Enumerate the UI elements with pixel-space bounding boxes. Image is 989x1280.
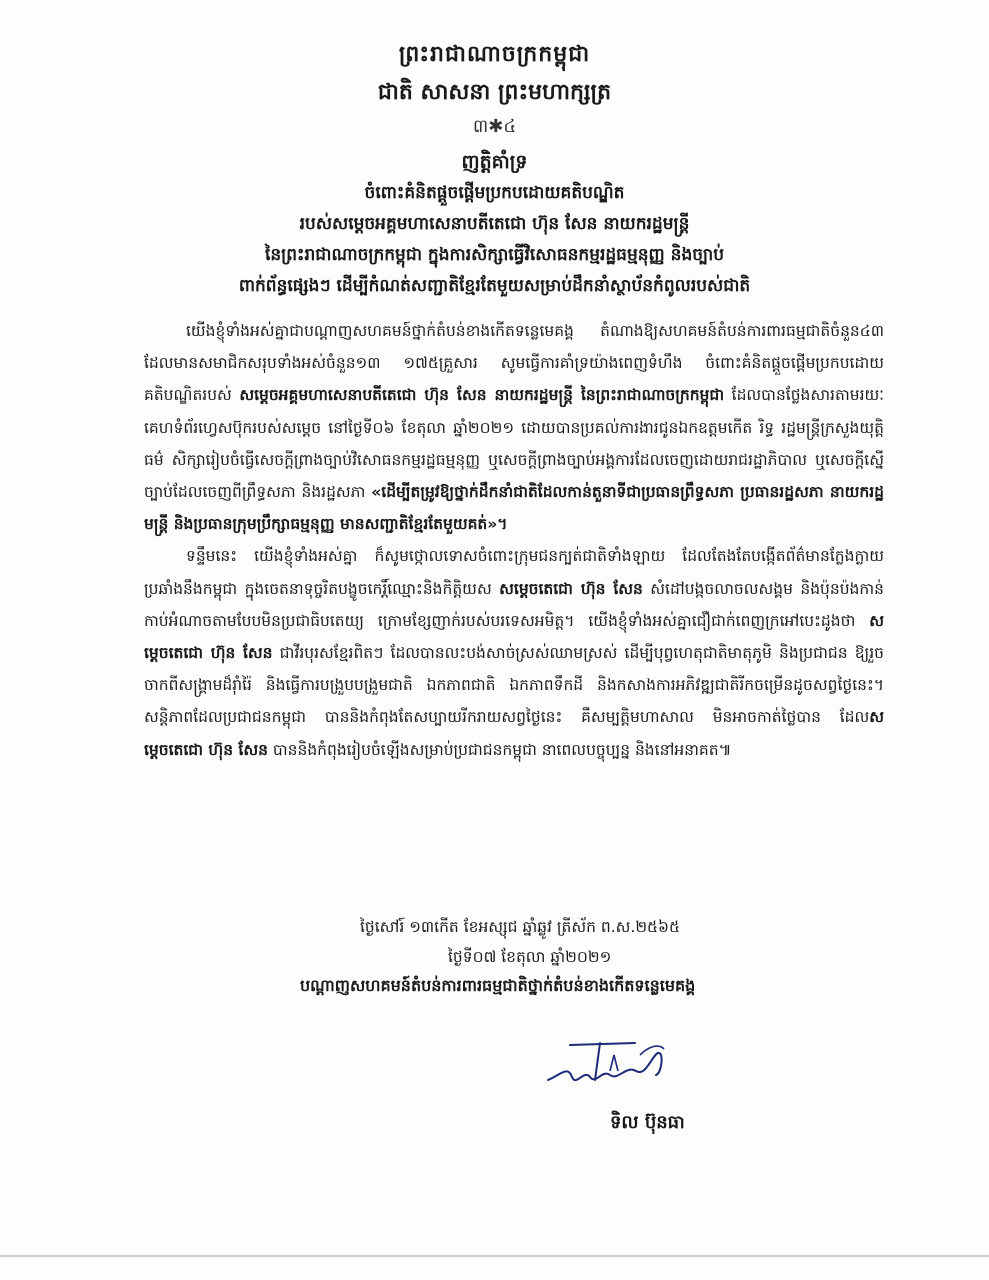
lunar-date: ថ្ងៃសៅរ៍ ១៣កើត ខែអស្សុជ ឆ្នាំឆ្លូវ ត្រីស័ក ព.ស.២៥៦៥	[360, 918, 680, 936]
p2-bold-name-1: សម្តេចតេជោ ហ៊ុន សែន	[499, 579, 643, 598]
ornament-symbol: ៣✱៤	[472, 116, 517, 137]
solar-date: ថ្ងៃទី០៧ ខែតុលា ឆ្នាំ២០២១	[448, 948, 612, 966]
title-line-2: របស់សម្តេចអគ្គមហាសេនាបតីតេជោ ហ៊ុន សែន នាយករដ្ឋមន្ត្រី	[299, 214, 690, 234]
p2-text-g: បាននិងកំពុងរៀបចំឡើងសម្រាប់ប្រជាជនកម្ពុជា នាពេលបច្ចុប្បន្ន និងនៅអនាគត៕	[267, 740, 732, 759]
page-bottom-edge	[0, 1255, 989, 1257]
p2-text-a: ទន្ទឹមនេះ យើងខ្ញុំទាំងអស់គ្នា ក៏សូមថ្កោលទោសចំពោះក្រុមជនក្បត់ជាតិទាំងឡាយ ដែលតែងតែបង្កើតព័ត៌មានក្លែងក្លាយប្រឆាំងនឹងកម្ពុជា ក្នុងចេតនាទុច្ចរិតបង្ខូចកេរ្តិ៍ឈ្មោះនិងកិត្តិយស	[144, 547, 884, 598]
kingdom-name: ព្រះរាជាណាចក្រកម្ពុជា	[398, 42, 591, 67]
title-line-3: នៃព្រះរាជាណាចក្រកម្ពុជា ក្នុងការសិក្សាធ្វើវិសោធនកម្មរដ្ឋធម្មនុញ្ញ និងច្បាប់	[264, 245, 725, 265]
paragraph-2	[144, 540, 884, 765]
signer-name: ទិល ប៊ុនធា	[610, 1112, 685, 1133]
p2-bold-name-2: សម្តេចតេជោ ហ៊ុន សែន	[144, 611, 884, 663]
petition-body	[144, 315, 884, 766]
p1-bold-quote: «ដើម្បីតម្រូវឱ្យថ្នាក់ដឹកនាំជាតិដែលកាន់តួនាទីជាប្រធានព្រឹទ្ធសភា ប្រធានរដ្ឋសភា នាយករដ្ឋមន្ត្រី និងប្រធានក្រុមប្រឹក្សាធម្មនុញ្ញ មានសញ្ជាតិខ្មែរតែមួយគត់»។	[144, 483, 884, 534]
national-motto: ជាតិ សាសនា ព្រះមហាក្សត្រ	[377, 80, 612, 105]
kingdom-motto	[0, 40, 989, 141]
p2-text-c: សំដៅបង្កចលាចលសង្គម និងប៉ុនប៉ងកាន់កាប់អំណាចតាមបែបមិនប្រជាធិបតេយ្យ ក្រោមខ្សែញាក់របស់បរទេសអមិត្ត។ យើងខ្ញុំទាំងអស់គ្នាជឿជាក់ពេញក្រអៅបេះដូងថា	[144, 579, 884, 630]
p2-bold-name-3: សម្តេចតេជោ ហ៊ុន សែន	[144, 708, 884, 759]
p1-text-a: យើងខ្ញុំទាំងអស់គ្នាជាបណ្តាញសហគមន៍ថ្នាក់តំបន់ខាងកើតទន្លេមេគង្គ តំណាងឱ្យសហគមន៍តំបន់ការពារធម្មជាតិចំនួន៤៣ ដែលមានសមាជិកសរុបទាំងអស់ចំនួន១៣ ១៧៥គ្រួសារ សូមធ្វើការគាំទ្រយ៉ាងពេញទំហឹង ចំពោះគំនិតផ្តួចផ្តើមប្រកបដោយគតិបណ្ឌិតរបស់	[144, 322, 884, 405]
organization-name: បណ្តាញសហគមន៍តំបន់ការពារធម្មជាតិថ្នាក់តំបន់ខាងកើតទន្លេមេគង្គ	[300, 976, 696, 995]
title-line-4: ពាក់ព័ន្ធផ្សេងៗ ដើម្បីកំណត់សញ្ជាតិខ្មែរតែមួយសម្រាប់ដឹកនាំស្ថាប័នកំពូលរបស់ជាតិ	[238, 276, 751, 296]
handwritten-signature	[540, 1025, 680, 1105]
title-heading: ញត្តិគាំទ្រ	[461, 151, 528, 173]
document-title	[0, 150, 989, 302]
p2-text-e: ជាវីរបុរសខ្មែរពិតៗ ដែលបានលះបង់សាច់ស្រស់ឈាមស្រស់ ដើម្បីបុព្វហេតុជាតិមាតុភូមិ និងប្រជាជន ឱ្យរួចចាកពីសង្គ្រាមដ៏រ៉ាំរ៉ៃ និងធ្វើការបង្រួបបង្រួមជាតិ ឯកភាពជាតិ ឯកភាពទឹកដី និងកសាងការអភិវឌ្ឍជាតិរីកចម្រើនដូចសព្វថ្ងៃនេះ។ សន្តិភាពដែលប្រជាជនកម្ពុជា បាននិងកំពុងតែសប្បាយរីករាយសព្វថ្ងៃនេះ គឺសម្បត្តិមហាសាល មិនអាចកាត់ថ្លៃបាន ដែល	[144, 644, 884, 727]
date-block	[360, 912, 840, 972]
paragraph-1	[144, 315, 884, 540]
p1-text-c: ដែលបានថ្លែងសារតាមរយៈគេហទំព័រហ្វេសប៊ុករបស់សម្តេច នៅថ្ងៃទី០៦ ខែតុលា ឆ្នាំ២០២១ ដោយបានប្រគល់ការងារជូនឯកឧត្តមកើត រិទ្ធ រដ្ឋមន្ត្រីក្រសួងយុត្តិធម៌ សិក្សារៀបចំធ្វើសេចក្តីព្រាងច្បាប់វិសោធនកម្មរដ្ឋធម្មនុញ្ញ ឬសេចក្តីព្រាងច្បាប់អង្គការដែលចេញដោយរាជរដ្ឋាភិបាល ឬសេចក្តីស្នើច្បាប់ដែលចេញពីព្រឹទ្ធសភា និងរដ្ឋសភា	[144, 386, 884, 502]
p1-bold-name: សម្តេចអគ្គមហាសេនាបតីតេជោ ហ៊ុន សែន នាយករដ្ឋមន្ត្រី នៃព្រះរាជាណាចក្រកម្ពុជា	[239, 386, 725, 405]
title-line-1: ចំពោះគំនិតផ្តួចផ្តើមប្រកបដោយគតិបណ្ឌិត	[364, 183, 625, 203]
